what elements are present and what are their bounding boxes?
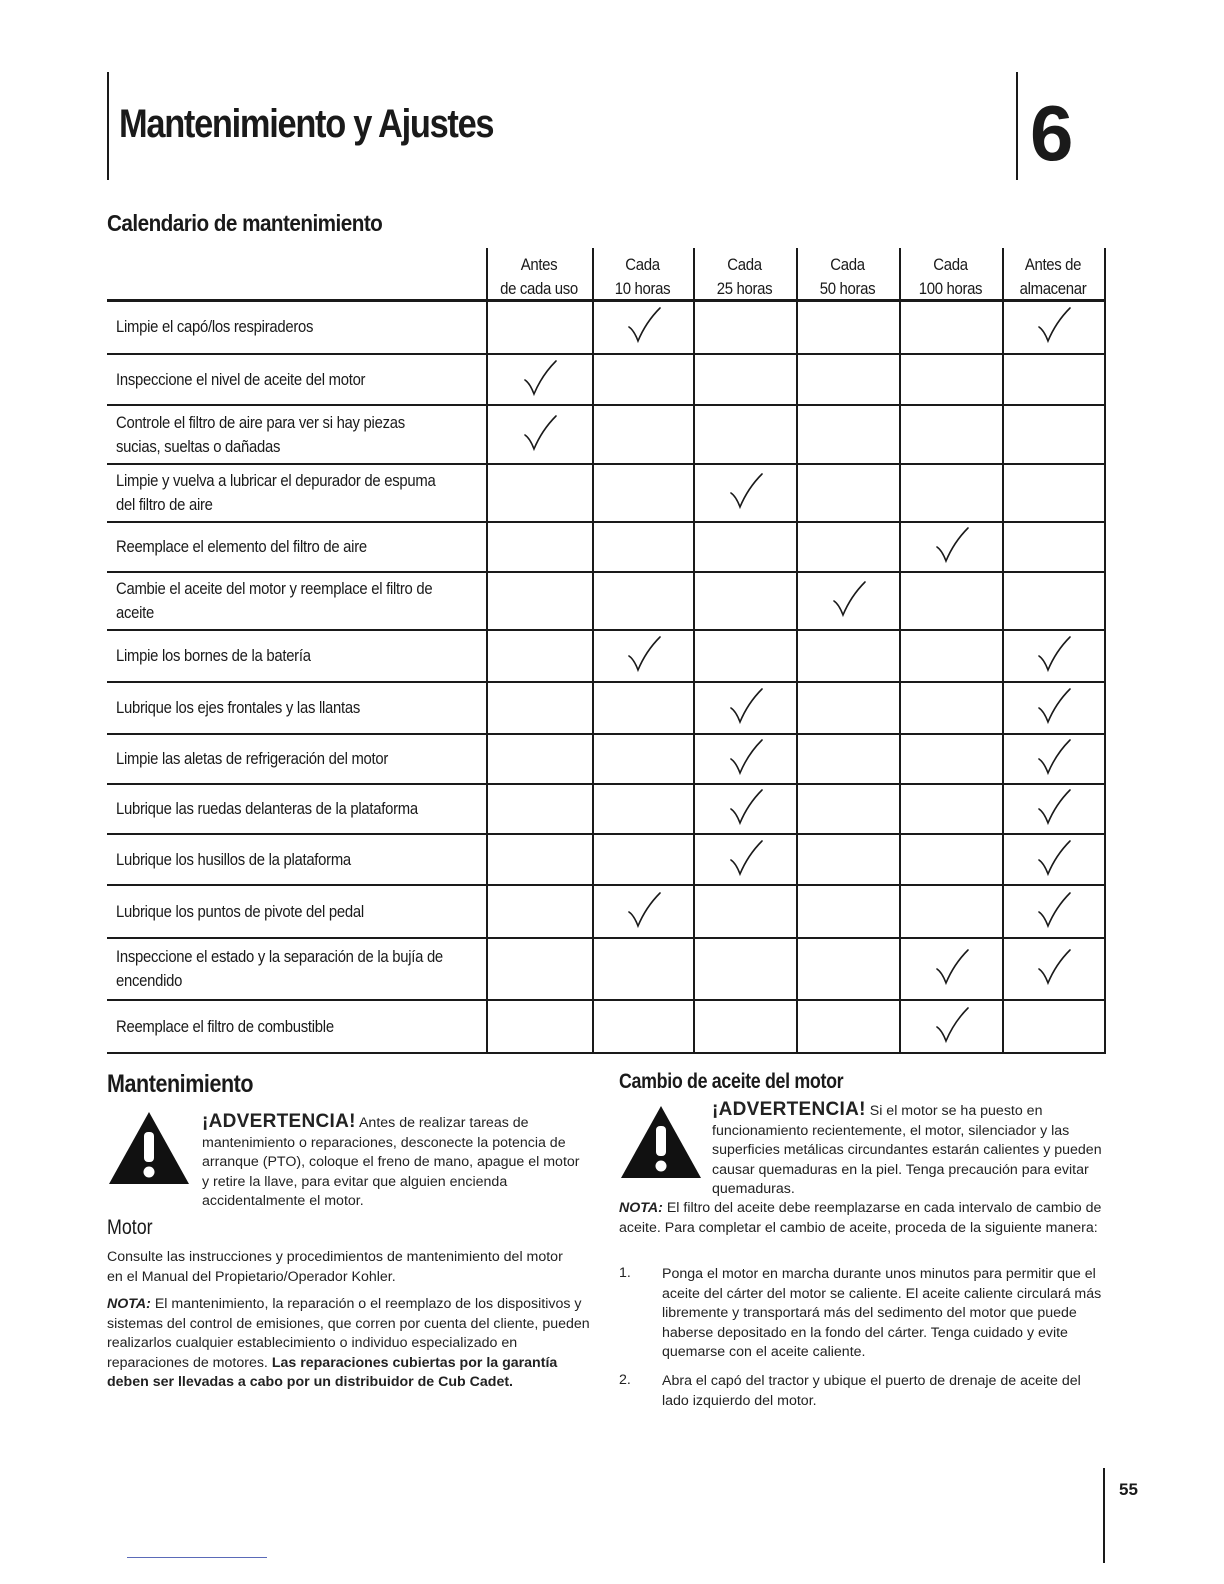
table-column-rule bbox=[899, 248, 901, 1053]
task-label: Limpie los bornes de la batería bbox=[116, 647, 311, 665]
step-number: 1. bbox=[619, 1265, 631, 1281]
checkmark-icon bbox=[931, 1005, 971, 1045]
task-cell bbox=[116, 784, 486, 834]
checkmark-icon bbox=[725, 838, 765, 878]
column-header bbox=[899, 253, 1002, 301]
maintenance-note-label: NOTA: bbox=[107, 1296, 151, 1312]
checkmark-icon bbox=[931, 947, 971, 987]
warning-triangle-icon bbox=[619, 1104, 703, 1180]
column-header-line: Cada bbox=[727, 255, 762, 274]
checkmark-icon bbox=[1033, 838, 1073, 878]
task-cell bbox=[116, 834, 486, 885]
maintenance-heading: Mantenimiento bbox=[107, 1070, 254, 1098]
column-header-line: 100 horas bbox=[918, 279, 983, 298]
task-cell bbox=[116, 734, 486, 784]
column-header-line: 25 horas bbox=[716, 279, 773, 298]
task-label: Cambie el aceite del motor y reemplace el filtro de aceite bbox=[116, 580, 433, 622]
checkmark-icon bbox=[725, 471, 765, 511]
checkmark-icon bbox=[725, 686, 765, 726]
task-label: Controle el filtro de aire para ver si hay piezas sucias, sueltas o dañadas bbox=[116, 413, 405, 456]
step-text: Abra el capó del tractor y ubique el puerto de drenaje de aceite del lado izquierdo del motor. bbox=[662, 1373, 1081, 1409]
task-label: Reemplace el elemento del filtro de aire bbox=[116, 538, 367, 556]
checkmark-icon bbox=[519, 358, 559, 398]
maintenance-warning-label: ¡ADVERTENCIA! bbox=[202, 1111, 356, 1132]
maintenance-warning bbox=[202, 1112, 580, 1212]
checkmark-icon bbox=[725, 737, 765, 777]
checkmark-icon bbox=[1033, 787, 1073, 827]
oil-change-heading: Cambio de aceite del motor bbox=[619, 1070, 844, 1093]
checkmark-icon bbox=[1033, 947, 1073, 987]
title-rule-right bbox=[1016, 72, 1018, 180]
motor-heading: Motor bbox=[107, 1216, 153, 1239]
step-text: Ponga el motor en marcha durante unos minutos para permitir que el aceite del cárter del motor se caliente. El aceite caliente circulará más libremente y transportará más del sedimento del motor que puede haberse depositado en la fondo del cárter. Tenga cuidado y evite quemarse con el aceite caliente. bbox=[662, 1266, 1102, 1361]
page-number: 55 bbox=[1119, 1480, 1138, 1499]
table-column-rule bbox=[796, 248, 798, 1053]
oil-change-warning bbox=[712, 1100, 1104, 1200]
page-number-rule bbox=[1103, 1468, 1105, 1563]
oil-change-note-label: NOTA: bbox=[619, 1200, 663, 1216]
table-column-rule bbox=[693, 248, 695, 1053]
checkmark-icon bbox=[828, 579, 868, 619]
column-header bbox=[592, 253, 693, 301]
column-header-line: Cada bbox=[933, 255, 968, 274]
task-label: Lubrique los ejes frontales y las llantas bbox=[116, 699, 360, 717]
column-header bbox=[693, 253, 796, 301]
oil-change-note-text: El filtro del aceite debe reemplazarse en cada intervalo de cambio de aceite. Para completar el cambio de aceite, proceda de la siguiente manera: bbox=[619, 1200, 1102, 1236]
schedule-title: Calendario de mantenimiento bbox=[107, 210, 383, 236]
column-header-line: Antes de bbox=[1024, 255, 1082, 274]
column-header-line: Antes bbox=[520, 255, 558, 274]
task-label: Lubrique los puntos de pivote del pedal bbox=[116, 902, 364, 921]
checkmark-icon bbox=[1033, 737, 1073, 777]
task-label: Limpie las aletas de refrigeración del motor bbox=[116, 750, 389, 768]
column-header bbox=[486, 253, 592, 301]
task-cell bbox=[116, 1000, 486, 1053]
oil-change-note bbox=[619, 1199, 1107, 1238]
chapter-number: 6 bbox=[1030, 89, 1074, 177]
task-cell bbox=[116, 300, 486, 354]
checkmark-icon bbox=[1033, 634, 1073, 674]
task-label: Inspeccione el nivel de aceite del motor bbox=[116, 370, 366, 389]
checkmark-icon bbox=[623, 634, 663, 674]
task-label: Lubrique las ruedas delanteras de la plataforma bbox=[116, 800, 418, 818]
column-header-line: Cada bbox=[625, 255, 660, 274]
column-header-line: Cada bbox=[830, 255, 865, 274]
footer-line bbox=[127, 1557, 267, 1558]
table-column-rule bbox=[1002, 248, 1004, 1053]
maintenance-note-text: El mantenimiento, la reparación o el reemplazo de los dispositivos y sistemas del control de emisiones, que corren por cuenta del cliente, pueden realizarlos cualquier establecimiento o individuo especializado en reparaciones de motores. bbox=[107, 1296, 590, 1371]
maintenance-note-warranty: Las reparaciones cubiertas por la garantía deben ser llevadas a cabo por un distribuidor de Cub Cadet. bbox=[107, 1354, 558, 1391]
oil-change-warning-text: Si el motor se ha puesto en funcionamiento recientemente, el motor, silenciador y las superficies metálicas circundantes estarán calientes y pueden causar quemaduras en la piel. Tenga precaución para evitar quemaduras. bbox=[712, 1103, 1102, 1198]
column-header-line: de cada uso bbox=[500, 279, 578, 298]
title-rule-left bbox=[107, 72, 109, 180]
column-header-line: almacenar bbox=[1019, 279, 1087, 298]
column-header bbox=[1002, 253, 1104, 301]
oil-change-warning-label: ¡ADVERTENCIA! bbox=[712, 1099, 866, 1120]
task-label: Limpie y vuelva a lubricar el depurador de espuma del filtro de aire bbox=[116, 472, 436, 514]
checkmark-icon bbox=[623, 890, 663, 930]
table-column-rule bbox=[1104, 248, 1106, 1053]
checkmark-icon bbox=[931, 525, 971, 565]
task-cell bbox=[116, 405, 486, 464]
table-column-rule bbox=[486, 248, 488, 1053]
task-cell bbox=[116, 630, 486, 682]
checkmark-icon bbox=[1033, 890, 1073, 930]
checkmark-icon bbox=[519, 413, 559, 453]
motor-text: Consulte las instrucciones y procedimientos de mantenimiento del motor en el Manual del Propietario/Operador Kohler. bbox=[107, 1249, 563, 1285]
task-label: Limpie el capó/los respiraderos bbox=[116, 318, 314, 336]
column-header bbox=[796, 253, 899, 301]
checkmark-icon bbox=[725, 787, 765, 827]
task-cell bbox=[116, 938, 486, 1000]
task-label: Inspeccione el estado y la separación de la bujía de encendido bbox=[116, 948, 443, 990]
maintenance-note bbox=[107, 1295, 599, 1393]
task-cell bbox=[116, 572, 486, 630]
page-title: Mantenimiento y Ajustes bbox=[119, 102, 494, 146]
maintenance-warning-text: Antes de realizar tareas de mantenimiento o reparaciones, desconecte la potencia de arranque (PTO), coloque el freno de mano, apague el motor y retire la llave, para evitar que alguien encienda accidentalmente el motor. bbox=[202, 1115, 580, 1210]
task-cell bbox=[116, 522, 486, 572]
column-header-line: 50 horas bbox=[819, 279, 876, 298]
task-cell bbox=[116, 464, 486, 522]
task-label: Lubrique los husillos de la plataforma bbox=[116, 850, 351, 869]
checkmark-icon bbox=[1033, 686, 1073, 726]
task-cell bbox=[116, 354, 486, 405]
table-column-rule bbox=[592, 248, 594, 1053]
task-label: Reemplace el filtro de combustible bbox=[116, 1017, 334, 1036]
task-cell bbox=[116, 885, 486, 938]
checkmark-icon bbox=[1033, 305, 1073, 345]
warning-triangle-icon bbox=[107, 1110, 191, 1186]
step-number: 2. bbox=[619, 1372, 631, 1388]
checkmark-icon bbox=[623, 305, 663, 345]
column-header-line: 10 horas bbox=[614, 279, 671, 298]
task-cell bbox=[116, 682, 486, 734]
